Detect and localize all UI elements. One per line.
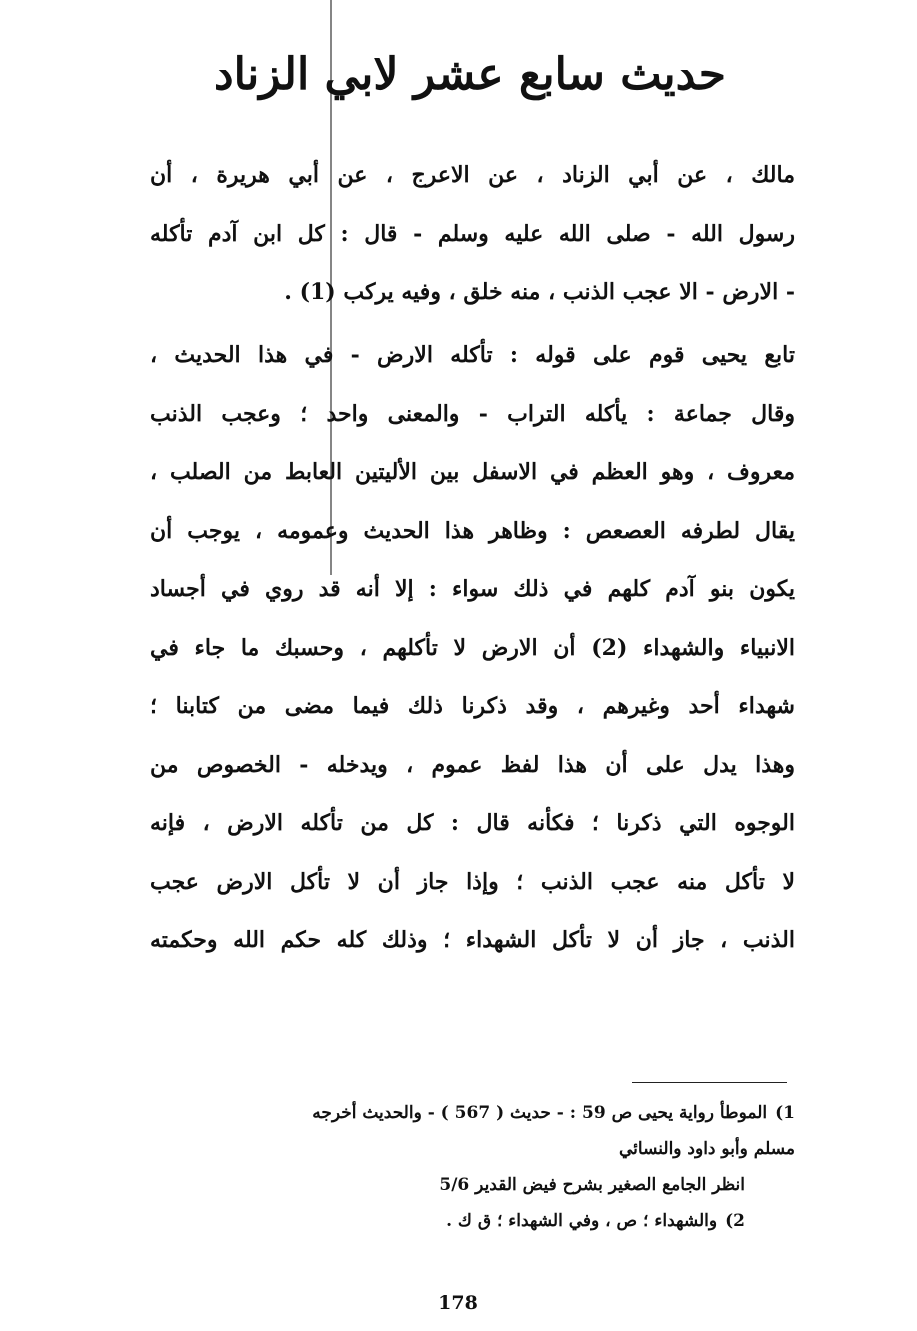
text-line: شهداء أحد وغيرهم ، وقد ذكرنا ذلك فيما مضى من كتابنا ؛: [150, 693, 795, 719]
text-line: لا تأكل منه عجب الذنب ؛ وإذا جاز أن لا تأكل الارض عجب: [150, 868, 795, 895]
text-line: معروف ، وهو العظم في الاسفل بين الأليتين العابط من الصلب ،: [150, 459, 795, 485]
footnote-text: والشهداء ؛ ص ، وفي الشهداء ؛ ق ك .: [446, 1211, 718, 1231]
text-line: - الارض - الا عجب الذنب ، منه خلق ، وفيه يركب (1) .: [284, 279, 795, 305]
footnote-1-continued: [150, 1131, 795, 1167]
footnote-text: الموطأ رواية يحيى ص 59 : - حديث ( 567 ) - والحديث أخرجه: [312, 1103, 768, 1123]
footnote-divider: [632, 1082, 787, 1083]
text-line: وهذا يدل على أن هذا لفظ عموم ، ويدخله - الخصوص من: [150, 751, 795, 778]
footnote-text: انظر الجامع الصغير بشرح فيض القدير 5/6: [439, 1175, 745, 1195]
page-number: 178: [438, 1292, 478, 1314]
text-line: الوجوه التي ذكرنا ؛ فكأنه قال : كل من تأكله الارض ، فإنه: [150, 810, 795, 836]
text-line: يكون بنو آدم كلهم في ذلك سواء : إلا أنه قد روي في أجساد: [150, 576, 795, 602]
paragraph-2: [150, 326, 795, 970]
page-title: حديث سابع عشر لابي الزناد: [214, 49, 726, 100]
text-line: وقال جماعة : يأكله التراب - والمعنى واحد ؛ وعجب الذنب: [150, 400, 795, 427]
text-line: الانبياء والشهداء (2) أن الارض لا تأكلهم ، وحسبك ما جاء في: [150, 634, 796, 661]
footnote-text: مسلم وأبو داود والنسائي: [619, 1139, 795, 1159]
text-line: الذنب ، جاز أن لا تأكل الشهداء ؛ وذلك كله حكم الله وحكمته: [150, 927, 795, 953]
footnote-number: 2): [725, 1211, 745, 1231]
footnote-reference: [150, 1167, 795, 1203]
text-line: رسول الله - صلى الله عليه وسلم - قال : كل ابن آدم تأكله: [150, 220, 795, 247]
footnote-1: [150, 1095, 795, 1131]
footnotes: [150, 1095, 795, 1239]
footnote-number: 1): [775, 1103, 795, 1123]
footnote-2: [150, 1203, 795, 1239]
text-line: يقال لطرفه العصعص : وظاهر هذا الحديث وعمومه ، يوجب أن: [150, 517, 795, 544]
text-line: مالك ، عن أبي الزناد ، عن الاعرج ، عن أبي هريرة ، أن: [150, 162, 795, 188]
text-line: تابع يحيى قوم على قوله : تأكله الارض - في هذا الحديث ،: [150, 342, 795, 368]
paragraph-1: [150, 146, 795, 322]
